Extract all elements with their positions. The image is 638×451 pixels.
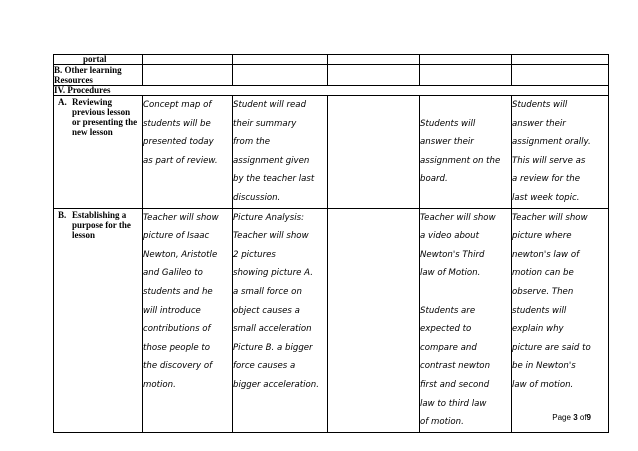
reviewing-label: Reviewing previous lesson or presenting the new lesson — [72, 97, 138, 137]
page-number: 3 — [573, 413, 578, 422]
establishing-day3-cell — [328, 208, 420, 432]
table-cell — [328, 65, 420, 86]
establishing-label: Establishing a purpose for the lesson — [72, 209, 131, 240]
table-cell — [143, 55, 233, 65]
table-row — [54, 55, 609, 65]
portal-label-cell — [54, 55, 143, 65]
reviewing-label-cell — [54, 96, 143, 209]
table-cell — [512, 65, 609, 86]
reviewing-day3-cell — [328, 96, 420, 209]
of-word: of — [579, 413, 587, 422]
reviewing-day1-cell: Concept map of students will be presented today as part of review. — [143, 96, 233, 209]
reviewing-day2-cell: Student will read their summary from the assignment given by the teacher last discussion. — [233, 96, 328, 209]
establishing-day5-cell: Teacher will show picture where newton's law of motion can be observe. Then students will explain why picture are said to be in Newton's law of motion. — [512, 208, 609, 432]
procedures-heading: IV. Procedures — [54, 86, 609, 96]
establishing-day4-cell: Teacher will show a video about Newton's Third law of Motion. Students are expected to compare and contrast newton first and second law to third law of motion. — [420, 208, 512, 432]
other-resources-label: B. Other learning Resources — [54, 65, 143, 86]
table-cell — [233, 65, 328, 86]
table-cell — [512, 55, 609, 65]
table-cell — [328, 55, 420, 65]
table-row — [54, 208, 609, 432]
establishing-label-cell — [54, 208, 143, 432]
table-row — [54, 86, 609, 96]
reviewing-letter: A. — [58, 97, 67, 107]
table-cell — [420, 65, 512, 86]
table-cell — [143, 65, 233, 86]
page-total: 9 — [586, 413, 591, 422]
portal-label: portal — [83, 54, 107, 64]
page-footer — [552, 413, 591, 422]
reviewing-day5-cell: Students will answer their assignment orally. This will serve as a review for the last week topic. — [512, 96, 609, 209]
table-row — [54, 65, 609, 86]
establishing-day2-cell: Picture Analysis: Teacher will show 2 pictures showing picture A. a small force on object causes a small acceleration Picture B. a bigger force causes a bigger acceleration. — [233, 208, 328, 432]
table-row — [54, 96, 609, 209]
page-word: Page — [552, 413, 571, 422]
table-cell — [233, 55, 328, 65]
table-cell — [420, 55, 512, 65]
reviewing-day4-cell: Students will answer their assignment on the board. — [420, 96, 512, 209]
establishing-letter: B. — [58, 209, 67, 220]
establishing-day1-cell: Teacher will show picture of Isaac Newton, Aristotle and Galileo to students and he will introduce contributions of those people to the discovery of motion. — [143, 208, 233, 432]
lesson-plan-table — [53, 54, 609, 433]
